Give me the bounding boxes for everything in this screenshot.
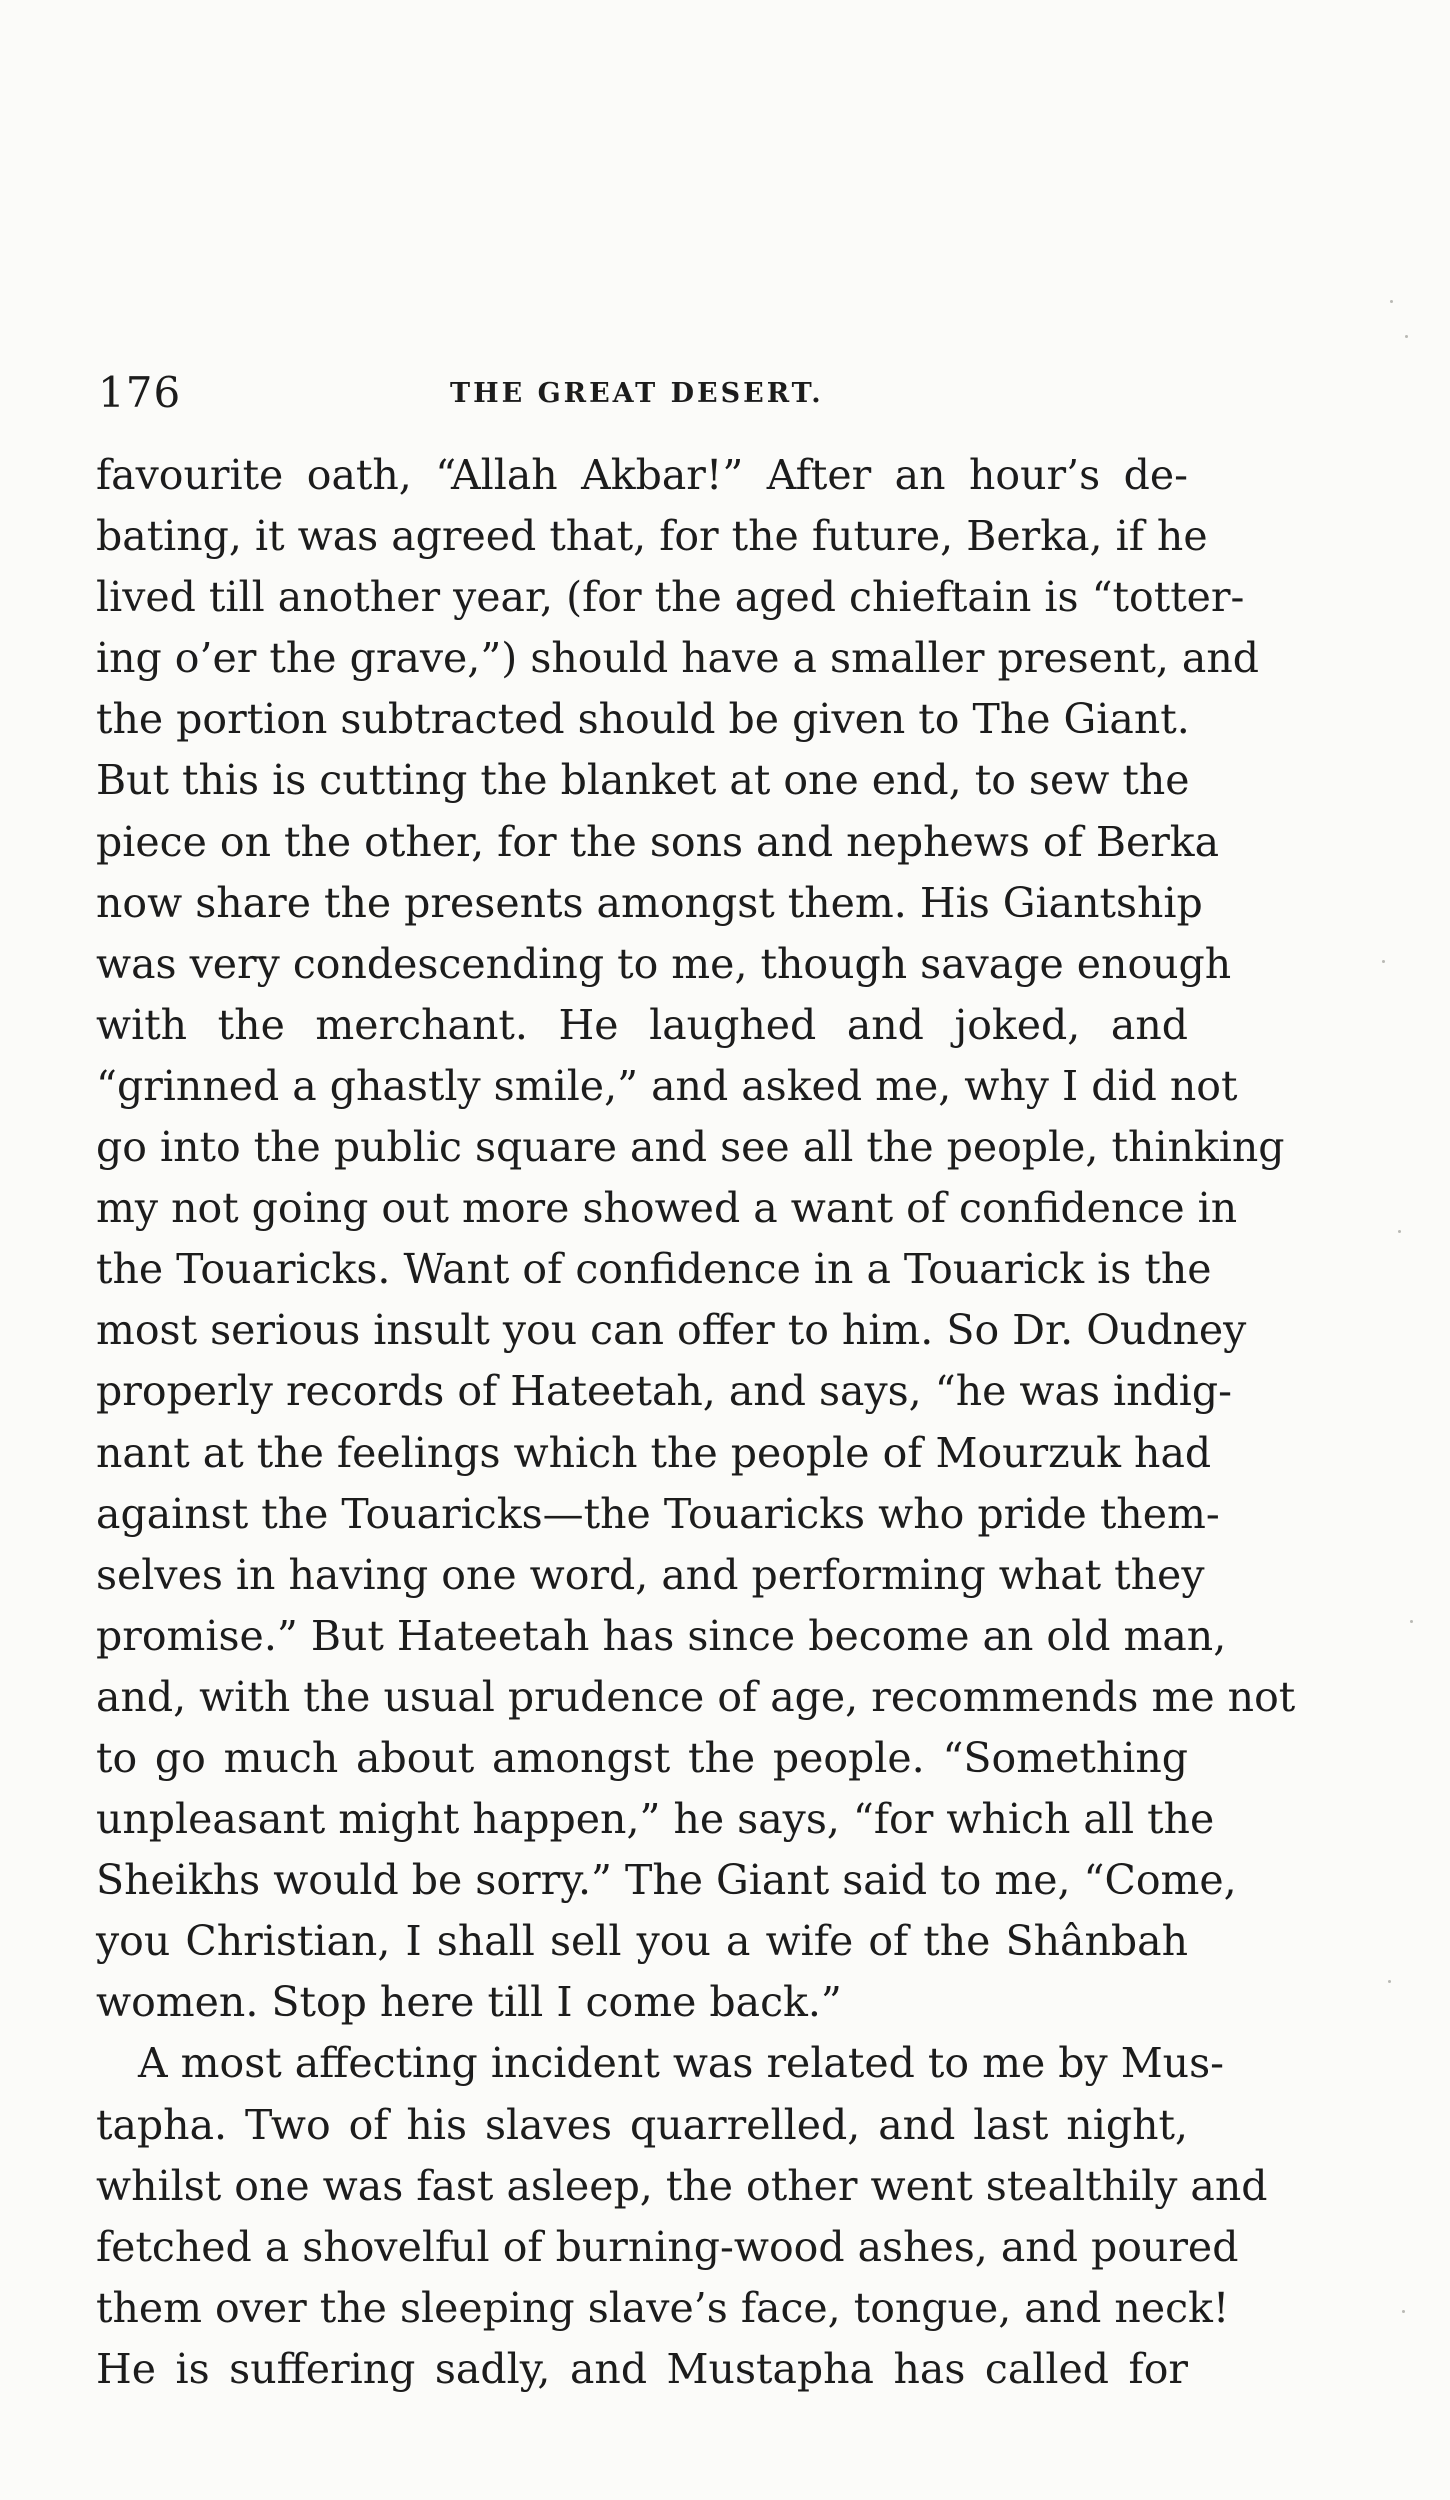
paper-speck <box>1410 1620 1413 1623</box>
text-line: promise.” But Hateetah has since become an old man, <box>96 1611 1227 1660</box>
text-line: and, with the usual prudence of age, recommends me not <box>96 1672 1296 1721</box>
text-line: whilst one was fast asleep, the other went stealthily and <box>96 2161 1268 2210</box>
body-text <box>96 445 1296 2400</box>
text-line: ing o’er the grave,”) should have a smaller present, and <box>96 634 1259 683</box>
text-line: properly records of Hateetah, and says, “he was indig- <box>96 1367 1232 1416</box>
text-line: A most affecting incident was related to me by Mus- <box>138 2039 1224 2088</box>
running-head <box>98 368 1188 418</box>
paper-speck <box>1398 1230 1401 1233</box>
paper-speck <box>1402 2310 1405 2313</box>
text-line: my not going out more showed a want of confidence in <box>96 1184 1238 1233</box>
text-line: “grinned a ghastly smile,” and asked me, why I did not <box>96 1061 1238 1110</box>
page-edge-specks <box>1370 0 1450 2500</box>
text-line: with the merchant. He laughed and joked, and <box>96 1000 1188 1049</box>
text-line: unpleasant might happen,” he says, “for which all the <box>96 1795 1215 1844</box>
text-line: Sheikhs would be sorry.” The Giant said to me, “Come, <box>96 1856 1237 1905</box>
running-title: THE GREAT DESERT. <box>450 378 824 409</box>
paper-speck <box>1388 1980 1391 1983</box>
text-line: to go much about amongst the people. “Something <box>96 1733 1188 1782</box>
text-line: piece on the other, for the sons and nephews of Berka <box>96 817 1220 866</box>
text-line: nant at the feelings which the people of Mourzuk had <box>96 1428 1212 1477</box>
text-line: favourite oath, “Allah Akbar!” After an hour’s de- <box>96 451 1188 499</box>
text-line: them over the sleeping slave’s face, tongue, and neck! <box>96 2283 1230 2332</box>
text-line: selves in having one word, and performing what they <box>96 1550 1205 1599</box>
text-line: most serious insult you can offer to him. So Dr. Oudney <box>96 1306 1247 1355</box>
text-line: the portion subtracted should be given to The Giant. <box>96 695 1190 744</box>
text-line: was very condescending to me, though savage enough <box>96 939 1232 988</box>
text-line: go into the public square and see all the people, thinking <box>96 1123 1285 1172</box>
text-line: against the Touaricks—the Touaricks who pride them- <box>96 1489 1220 1538</box>
text-line: tapha. Two of his slaves quarrelled, and last night, <box>96 2100 1188 2149</box>
text-line: He is suffering sadly, and Mustapha has called for <box>96 2344 1188 2393</box>
page-number: 176 <box>98 368 182 417</box>
text-line: women. Stop here till I come back.” <box>96 1978 842 2027</box>
text-line: now share the presents amongst them. His Giantship <box>96 878 1203 927</box>
paragraph <box>96 2033 1268 2400</box>
text-line: fetched a shovelful of burning-wood ashes, and poured <box>96 2222 1239 2271</box>
text-line: bating, it was agreed that, for the future, Berka, if he <box>96 512 1208 561</box>
paper-speck <box>1390 300 1393 303</box>
text-line: But this is cutting the blanket at one end, to sew the <box>96 756 1190 805</box>
paragraph <box>96 445 1296 2033</box>
text-line: you Christian, I shall sell you a wife of the Shânbah <box>96 1917 1188 1966</box>
paper-speck <box>1382 960 1385 963</box>
paper-speck <box>1405 335 1408 338</box>
text-line: lived till another year, (for the aged chieftain is “totter- <box>96 573 1245 622</box>
text-line: the Touaricks. Want of confidence in a Touarick is the <box>96 1245 1212 1294</box>
